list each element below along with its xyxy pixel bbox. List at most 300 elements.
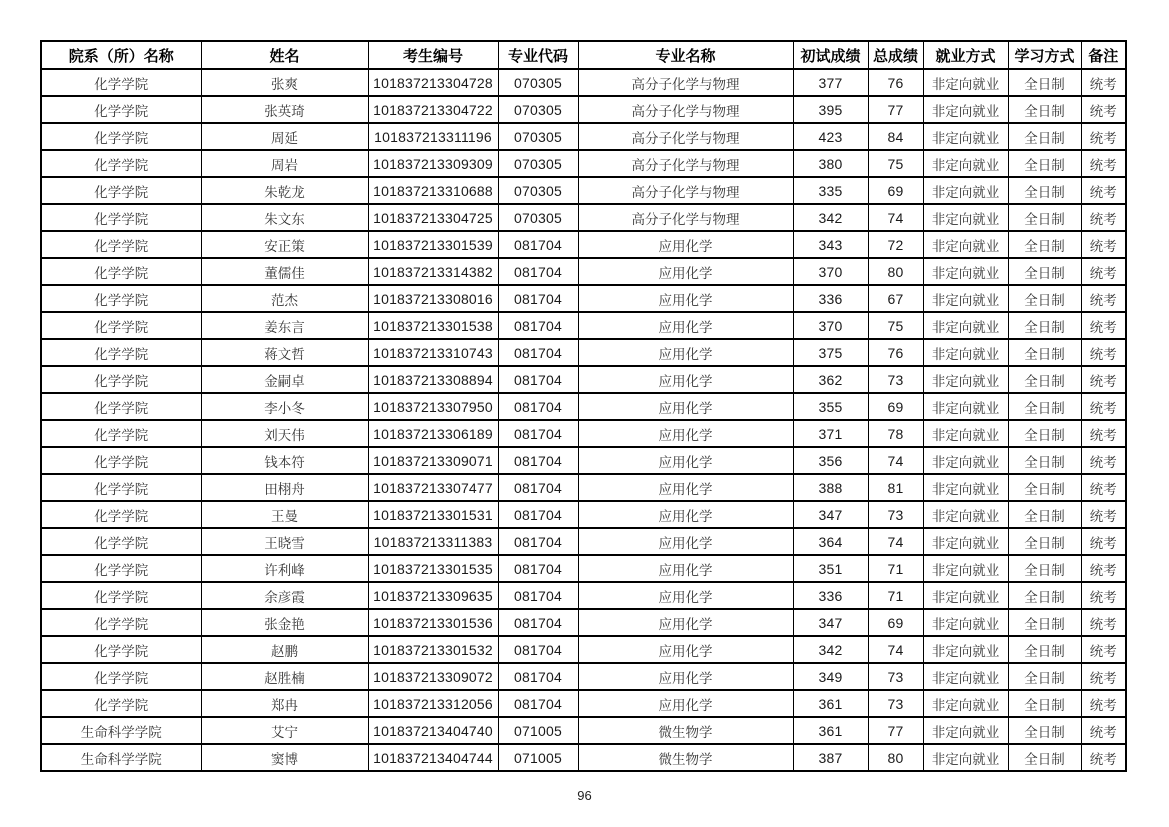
- cell-major_name: 应用化学: [578, 420, 793, 447]
- cell-candidate_id: 101837213301531: [368, 501, 498, 528]
- cell-study_mode: 全日制: [1008, 690, 1081, 717]
- cell-study_mode: 全日制: [1008, 258, 1081, 285]
- cell-total_score: 73: [868, 501, 923, 528]
- cell-total_score: 71: [868, 582, 923, 609]
- cell-major_name: 应用化学: [578, 231, 793, 258]
- cell-total_score: 67: [868, 285, 923, 312]
- cell-major_name: 应用化学: [578, 636, 793, 663]
- cell-employment_type: 非定向就业: [923, 312, 1008, 339]
- cell-employment_type: 非定向就业: [923, 501, 1008, 528]
- cell-study_mode: 全日制: [1008, 366, 1081, 393]
- cell-major_code: 081704: [498, 609, 578, 636]
- table-row: [41, 150, 1126, 177]
- cell-employment_type: 非定向就业: [923, 123, 1008, 150]
- cell-name: 蒋文哲: [201, 339, 368, 366]
- cell-candidate_id: 101837213404744: [368, 744, 498, 771]
- cell-initial_score: 361: [793, 690, 868, 717]
- cell-study_mode: 全日制: [1008, 204, 1081, 231]
- cell-candidate_id: 101837213309072: [368, 663, 498, 690]
- cell-remark: 统考: [1081, 447, 1126, 474]
- cell-name: 周岩: [201, 150, 368, 177]
- cell-employment_type: 非定向就业: [923, 258, 1008, 285]
- cell-department: 化学学院: [41, 609, 201, 636]
- cell-total_score: 77: [868, 96, 923, 123]
- cell-remark: 统考: [1081, 609, 1126, 636]
- cell-initial_score: 335: [793, 177, 868, 204]
- cell-candidate_id: 101837213309635: [368, 582, 498, 609]
- table-row: [41, 285, 1126, 312]
- cell-study_mode: 全日制: [1008, 528, 1081, 555]
- cell-total_score: 72: [868, 231, 923, 258]
- admission-roster-table: [40, 40, 1127, 772]
- cell-study_mode: 全日制: [1008, 447, 1081, 474]
- cell-name: 余彦霞: [201, 582, 368, 609]
- cell-major_name: 应用化学: [578, 393, 793, 420]
- cell-candidate_id: 101837213301532: [368, 636, 498, 663]
- cell-total_score: 69: [868, 177, 923, 204]
- cell-employment_type: 非定向就业: [923, 177, 1008, 204]
- cell-employment_type: 非定向就业: [923, 717, 1008, 744]
- table-row: [41, 447, 1126, 474]
- cell-name: 朱乾龙: [201, 177, 368, 204]
- cell-study_mode: 全日制: [1008, 150, 1081, 177]
- cell-initial_score: 342: [793, 204, 868, 231]
- cell-employment_type: 非定向就业: [923, 528, 1008, 555]
- cell-initial_score: 388: [793, 474, 868, 501]
- cell-candidate_id: 101837213404740: [368, 717, 498, 744]
- cell-department: 化学学院: [41, 123, 201, 150]
- cell-major_code: 071005: [498, 717, 578, 744]
- cell-study_mode: 全日制: [1008, 420, 1081, 447]
- cell-department: 化学学院: [41, 663, 201, 690]
- cell-department: 生命科学学院: [41, 744, 201, 771]
- cell-remark: 统考: [1081, 582, 1126, 609]
- cell-employment_type: 非定向就业: [923, 204, 1008, 231]
- cell-major_name: 应用化学: [578, 258, 793, 285]
- cell-major_code: 081704: [498, 393, 578, 420]
- cell-employment_type: 非定向就业: [923, 96, 1008, 123]
- cell-remark: 统考: [1081, 96, 1126, 123]
- table-row: [41, 717, 1126, 744]
- cell-remark: 统考: [1081, 150, 1126, 177]
- cell-candidate_id: 101837213304725: [368, 204, 498, 231]
- cell-candidate_id: 101837213307477: [368, 474, 498, 501]
- cell-remark: 统考: [1081, 501, 1126, 528]
- cell-candidate_id: 101837213301536: [368, 609, 498, 636]
- cell-major_code: 070305: [498, 204, 578, 231]
- cell-study_mode: 全日制: [1008, 339, 1081, 366]
- column-header-total_score: 总成绩: [868, 41, 923, 69]
- cell-name: 郑冉: [201, 690, 368, 717]
- table-row: [41, 609, 1126, 636]
- column-header-initial_score: 初试成绩: [793, 41, 868, 69]
- table-row: [41, 663, 1126, 690]
- cell-major_name: 高分子化学与物理: [578, 177, 793, 204]
- cell-total_score: 77: [868, 717, 923, 744]
- cell-initial_score: 342: [793, 636, 868, 663]
- cell-study_mode: 全日制: [1008, 582, 1081, 609]
- cell-total_score: 74: [868, 636, 923, 663]
- cell-major_code: 081704: [498, 420, 578, 447]
- cell-major_code: 081704: [498, 636, 578, 663]
- cell-initial_score: 343: [793, 231, 868, 258]
- cell-total_score: 80: [868, 258, 923, 285]
- cell-department: 化学学院: [41, 474, 201, 501]
- cell-department: 化学学院: [41, 258, 201, 285]
- cell-major_name: 应用化学: [578, 285, 793, 312]
- cell-candidate_id: 101837213314382: [368, 258, 498, 285]
- cell-department: 化学学院: [41, 447, 201, 474]
- cell-study_mode: 全日制: [1008, 717, 1081, 744]
- cell-study_mode: 全日制: [1008, 231, 1081, 258]
- cell-major_code: 081704: [498, 690, 578, 717]
- column-header-major_code: 专业代码: [498, 41, 578, 69]
- cell-remark: 统考: [1081, 231, 1126, 258]
- table-row: [41, 690, 1126, 717]
- cell-candidate_id: 101837213310688: [368, 177, 498, 204]
- cell-name: 姜东言: [201, 312, 368, 339]
- cell-initial_score: 370: [793, 258, 868, 285]
- cell-remark: 统考: [1081, 123, 1126, 150]
- cell-initial_score: 423: [793, 123, 868, 150]
- table-row: [41, 528, 1126, 555]
- cell-candidate_id: 101837213301535: [368, 555, 498, 582]
- column-header-candidate_id: 考生编号: [368, 41, 498, 69]
- cell-major_name: 高分子化学与物理: [578, 204, 793, 231]
- cell-major_name: 应用化学: [578, 555, 793, 582]
- cell-major_code: 081704: [498, 555, 578, 582]
- cell-total_score: 80: [868, 744, 923, 771]
- cell-major_name: 高分子化学与物理: [578, 123, 793, 150]
- cell-employment_type: 非定向就业: [923, 420, 1008, 447]
- cell-employment_type: 非定向就业: [923, 339, 1008, 366]
- cell-total_score: 75: [868, 312, 923, 339]
- cell-study_mode: 全日制: [1008, 501, 1081, 528]
- cell-study_mode: 全日制: [1008, 744, 1081, 771]
- cell-candidate_id: 101837213308894: [368, 366, 498, 393]
- cell-major_code: 070305: [498, 96, 578, 123]
- cell-major_name: 应用化学: [578, 528, 793, 555]
- cell-candidate_id: 101837213311196: [368, 123, 498, 150]
- cell-major_code: 071005: [498, 744, 578, 771]
- cell-employment_type: 非定向就业: [923, 285, 1008, 312]
- cell-major_name: 应用化学: [578, 312, 793, 339]
- cell-major_name: 应用化学: [578, 339, 793, 366]
- cell-initial_score: 371: [793, 420, 868, 447]
- cell-major_code: 081704: [498, 285, 578, 312]
- cell-employment_type: 非定向就业: [923, 663, 1008, 690]
- cell-employment_type: 非定向就业: [923, 231, 1008, 258]
- cell-initial_score: 370: [793, 312, 868, 339]
- cell-major_code: 081704: [498, 231, 578, 258]
- cell-name: 金嗣卓: [201, 366, 368, 393]
- cell-total_score: 76: [868, 339, 923, 366]
- cell-total_score: 78: [868, 420, 923, 447]
- cell-name: 窦博: [201, 744, 368, 771]
- cell-candidate_id: 101837213312056: [368, 690, 498, 717]
- cell-department: 化学学院: [41, 393, 201, 420]
- cell-remark: 统考: [1081, 663, 1126, 690]
- cell-total_score: 69: [868, 609, 923, 636]
- cell-department: 化学学院: [41, 528, 201, 555]
- cell-study_mode: 全日制: [1008, 663, 1081, 690]
- column-header-remark: 备注: [1081, 41, 1126, 69]
- cell-remark: 统考: [1081, 258, 1126, 285]
- cell-major_name: 应用化学: [578, 366, 793, 393]
- cell-major_code: 070305: [498, 150, 578, 177]
- cell-initial_score: 395: [793, 96, 868, 123]
- cell-remark: 统考: [1081, 636, 1126, 663]
- cell-remark: 统考: [1081, 177, 1126, 204]
- column-header-name: 姓名: [201, 41, 368, 69]
- cell-department: 化学学院: [41, 231, 201, 258]
- cell-name: 赵胜楠: [201, 663, 368, 690]
- cell-initial_score: 361: [793, 717, 868, 744]
- cell-name: 周延: [201, 123, 368, 150]
- cell-study_mode: 全日制: [1008, 177, 1081, 204]
- table-row: [41, 96, 1126, 123]
- cell-initial_score: 347: [793, 609, 868, 636]
- cell-name: 刘天伟: [201, 420, 368, 447]
- cell-study_mode: 全日制: [1008, 96, 1081, 123]
- cell-initial_score: 336: [793, 582, 868, 609]
- cell-name: 张爽: [201, 69, 368, 96]
- column-header-employment_type: 就业方式: [923, 41, 1008, 69]
- cell-remark: 统考: [1081, 393, 1126, 420]
- table-row: [41, 177, 1126, 204]
- cell-employment_type: 非定向就业: [923, 744, 1008, 771]
- cell-major_code: 081704: [498, 582, 578, 609]
- cell-name: 张金艳: [201, 609, 368, 636]
- cell-total_score: 74: [868, 528, 923, 555]
- cell-remark: 统考: [1081, 528, 1126, 555]
- cell-remark: 统考: [1081, 69, 1126, 96]
- cell-major_code: 081704: [498, 474, 578, 501]
- cell-remark: 统考: [1081, 285, 1126, 312]
- cell-initial_score: 362: [793, 366, 868, 393]
- table-row: [41, 501, 1126, 528]
- cell-initial_score: 356: [793, 447, 868, 474]
- cell-major_code: 070305: [498, 177, 578, 204]
- cell-department: 化学学院: [41, 582, 201, 609]
- cell-department: 化学学院: [41, 285, 201, 312]
- cell-name: 范杰: [201, 285, 368, 312]
- cell-name: 朱文东: [201, 204, 368, 231]
- cell-candidate_id: 101837213309309: [368, 150, 498, 177]
- table-row: [41, 69, 1126, 96]
- table-row: [41, 123, 1126, 150]
- cell-total_score: 73: [868, 366, 923, 393]
- cell-employment_type: 非定向就业: [923, 582, 1008, 609]
- cell-employment_type: 非定向就业: [923, 393, 1008, 420]
- cell-employment_type: 非定向就业: [923, 690, 1008, 717]
- cell-department: 化学学院: [41, 366, 201, 393]
- cell-initial_score: 380: [793, 150, 868, 177]
- cell-study_mode: 全日制: [1008, 285, 1081, 312]
- table-body: [41, 69, 1126, 771]
- cell-remark: 统考: [1081, 717, 1126, 744]
- cell-study_mode: 全日制: [1008, 123, 1081, 150]
- cell-department: 化学学院: [41, 339, 201, 366]
- cell-employment_type: 非定向就业: [923, 609, 1008, 636]
- table-row: [41, 204, 1126, 231]
- cell-employment_type: 非定向就业: [923, 555, 1008, 582]
- cell-employment_type: 非定向就业: [923, 69, 1008, 96]
- table-row: [41, 393, 1126, 420]
- cell-initial_score: 347: [793, 501, 868, 528]
- cell-study_mode: 全日制: [1008, 393, 1081, 420]
- cell-name: 赵鹏: [201, 636, 368, 663]
- cell-remark: 统考: [1081, 474, 1126, 501]
- cell-study_mode: 全日制: [1008, 474, 1081, 501]
- cell-remark: 统考: [1081, 339, 1126, 366]
- cell-major_code: 081704: [498, 258, 578, 285]
- table-row: [41, 366, 1126, 393]
- cell-initial_score: 355: [793, 393, 868, 420]
- table-header: [41, 41, 1126, 69]
- cell-major_code: 070305: [498, 69, 578, 96]
- cell-candidate_id: 101837213304728: [368, 69, 498, 96]
- cell-major_name: 微生物学: [578, 744, 793, 771]
- cell-major_name: 高分子化学与物理: [578, 69, 793, 96]
- cell-candidate_id: 101837213308016: [368, 285, 498, 312]
- cell-major_name: 微生物学: [578, 717, 793, 744]
- cell-major_code: 081704: [498, 528, 578, 555]
- cell-candidate_id: 101837213307950: [368, 393, 498, 420]
- cell-major_code: 081704: [498, 501, 578, 528]
- cell-remark: 统考: [1081, 690, 1126, 717]
- cell-department: 生命科学学院: [41, 717, 201, 744]
- cell-study_mode: 全日制: [1008, 555, 1081, 582]
- table-row: [41, 231, 1126, 258]
- cell-major_code: 081704: [498, 312, 578, 339]
- cell-candidate_id: 101837213309071: [368, 447, 498, 474]
- cell-department: 化学学院: [41, 96, 201, 123]
- cell-total_score: 81: [868, 474, 923, 501]
- cell-total_score: 69: [868, 393, 923, 420]
- cell-major_name: 应用化学: [578, 582, 793, 609]
- cell-initial_score: 351: [793, 555, 868, 582]
- cell-department: 化学学院: [41, 555, 201, 582]
- cell-candidate_id: 101837213301539: [368, 231, 498, 258]
- table-row: [41, 555, 1126, 582]
- cell-employment_type: 非定向就业: [923, 150, 1008, 177]
- cell-name: 王晓雪: [201, 528, 368, 555]
- cell-remark: 统考: [1081, 744, 1126, 771]
- cell-major_code: 081704: [498, 447, 578, 474]
- cell-department: 化学学院: [41, 636, 201, 663]
- cell-department: 化学学院: [41, 420, 201, 447]
- cell-name: 董儒佳: [201, 258, 368, 285]
- cell-initial_score: 387: [793, 744, 868, 771]
- cell-name: 许利峰: [201, 555, 368, 582]
- cell-employment_type: 非定向就业: [923, 636, 1008, 663]
- cell-total_score: 76: [868, 69, 923, 96]
- cell-employment_type: 非定向就业: [923, 447, 1008, 474]
- cell-major_name: 应用化学: [578, 690, 793, 717]
- cell-major_name: 应用化学: [578, 501, 793, 528]
- cell-major_code: 081704: [498, 366, 578, 393]
- cell-candidate_id: 101837213306189: [368, 420, 498, 447]
- cell-name: 钱本符: [201, 447, 368, 474]
- table-row: [41, 636, 1126, 663]
- cell-remark: 统考: [1081, 420, 1126, 447]
- cell-total_score: 74: [868, 204, 923, 231]
- cell-employment_type: 非定向就业: [923, 366, 1008, 393]
- column-header-major_name: 专业名称: [578, 41, 793, 69]
- cell-department: 化学学院: [41, 150, 201, 177]
- cell-name: 张英琦: [201, 96, 368, 123]
- table-row: [41, 474, 1126, 501]
- cell-total_score: 75: [868, 150, 923, 177]
- cell-major_name: 高分子化学与物理: [578, 96, 793, 123]
- column-header-department: 院系（所）名称: [41, 41, 201, 69]
- cell-remark: 统考: [1081, 366, 1126, 393]
- cell-initial_score: 336: [793, 285, 868, 312]
- cell-initial_score: 364: [793, 528, 868, 555]
- cell-name: 田栩舟: [201, 474, 368, 501]
- cell-department: 化学学院: [41, 690, 201, 717]
- table-row: [41, 744, 1126, 771]
- cell-total_score: 84: [868, 123, 923, 150]
- table-row: [41, 420, 1126, 447]
- table-row: [41, 582, 1126, 609]
- cell-name: 王曼: [201, 501, 368, 528]
- cell-candidate_id: 101837213304722: [368, 96, 498, 123]
- table-row: [41, 339, 1126, 366]
- cell-initial_score: 377: [793, 69, 868, 96]
- page-number: 96: [577, 788, 592, 803]
- cell-total_score: 73: [868, 663, 923, 690]
- cell-employment_type: 非定向就业: [923, 474, 1008, 501]
- header-row: [41, 41, 1126, 69]
- cell-major_name: 应用化学: [578, 609, 793, 636]
- cell-major_code: 081704: [498, 663, 578, 690]
- cell-total_score: 71: [868, 555, 923, 582]
- cell-major_name: 应用化学: [578, 474, 793, 501]
- cell-total_score: 74: [868, 447, 923, 474]
- cell-major_name: 应用化学: [578, 447, 793, 474]
- cell-department: 化学学院: [41, 204, 201, 231]
- column-header-study_mode: 学习方式: [1008, 41, 1081, 69]
- cell-study_mode: 全日制: [1008, 69, 1081, 96]
- cell-study_mode: 全日制: [1008, 609, 1081, 636]
- cell-department: 化学学院: [41, 177, 201, 204]
- cell-remark: 统考: [1081, 312, 1126, 339]
- cell-name: 艾宁: [201, 717, 368, 744]
- cell-total_score: 73: [868, 690, 923, 717]
- table-row: [41, 312, 1126, 339]
- cell-candidate_id: 101837213311383: [368, 528, 498, 555]
- cell-remark: 统考: [1081, 555, 1126, 582]
- cell-candidate_id: 101837213301538: [368, 312, 498, 339]
- cell-study_mode: 全日制: [1008, 312, 1081, 339]
- cell-initial_score: 349: [793, 663, 868, 690]
- cell-department: 化学学院: [41, 312, 201, 339]
- cell-department: 化学学院: [41, 501, 201, 528]
- cell-initial_score: 375: [793, 339, 868, 366]
- cell-major_code: 081704: [498, 339, 578, 366]
- cell-study_mode: 全日制: [1008, 636, 1081, 663]
- cell-name: 李小冬: [201, 393, 368, 420]
- table-row: [41, 258, 1126, 285]
- cell-name: 安正策: [201, 231, 368, 258]
- cell-major_code: 070305: [498, 123, 578, 150]
- cell-department: 化学学院: [41, 69, 201, 96]
- cell-remark: 统考: [1081, 204, 1126, 231]
- cell-candidate_id: 101837213310743: [368, 339, 498, 366]
- cell-major_name: 高分子化学与物理: [578, 150, 793, 177]
